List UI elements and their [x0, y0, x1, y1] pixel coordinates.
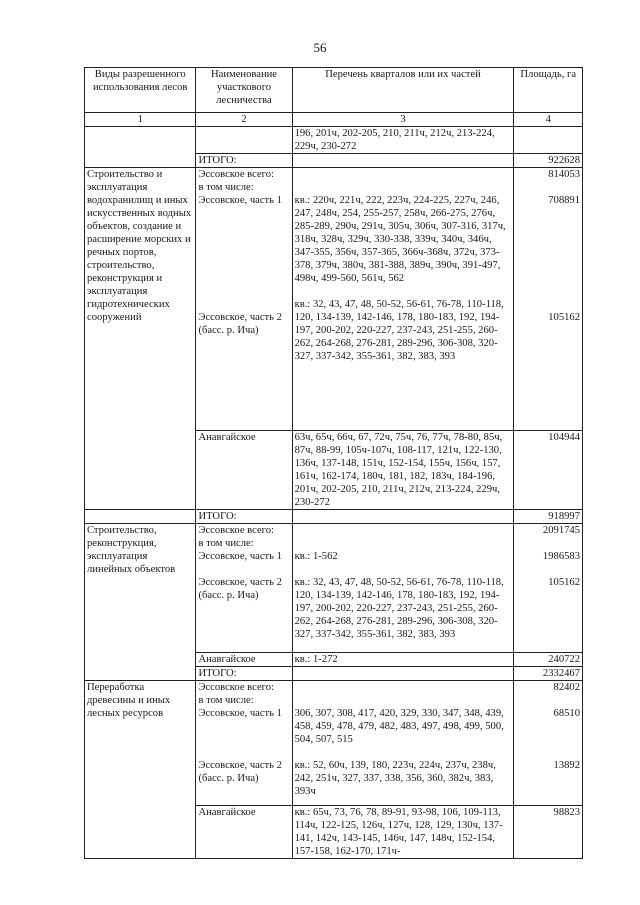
forestry-cell: Анавгайское	[196, 431, 292, 510]
itogo-area: 922628	[514, 154, 583, 168]
table-header-row	[85, 68, 583, 113]
quarters-cell: 196, 201ч, 202-205, 210, 211ч, 212ч, 213-224, 229ч, 230-272	[292, 127, 514, 154]
forestry-total-label: Эссовское всего:	[198, 169, 274, 180]
area-cell	[514, 127, 583, 154]
area-cell: 240722	[514, 653, 583, 667]
total-area: 2091745	[542, 525, 580, 536]
forestry-cell: Анавгайское	[196, 653, 292, 667]
part1-quarters: кв.: 220ч, 221ч, 222, 223ч, 224-225, 227ч, 246, 247, 248ч, 254, 255-257, 258ч, 266-275, 276ч, 285-289, 290ч, 291ч, 305ч, 306ч, 307-316, 317ч, 318ч, 328ч, 329ч, 330-338, 339ч, 340ч, 346ч, 347-355, 356ч, 357-365, 366ч-368ч, 372ч, 373-378, 379ч, 380ч, 381-388, 389ч, 390ч, 391-497, 498ч, 499-560, 561ч, 562	[294, 195, 506, 284]
header-quarters-list: Перечень кварталов или их частей	[292, 68, 514, 113]
forestry-total-label: Эссовское всего:	[198, 525, 274, 536]
header-area: Площадь, га	[514, 68, 583, 113]
column-number: 3	[292, 113, 514, 127]
forestry-incl-label: в том числе:	[198, 182, 254, 193]
forestry-cell	[196, 127, 292, 154]
itogo-area: 918997	[514, 510, 583, 524]
column-number-row	[85, 113, 583, 127]
forestry-part1-name: Эссовское, часть 1	[198, 195, 282, 206]
table-row	[85, 127, 583, 154]
part2-quarters: кв.: 32, 43, 47, 48, 50-52, 56-61, 76-78, 110-118, 120, 134-139, 142-146, 178, 180-183, 192, 194-197, 200-202, 220-227, 237-243, 251-255, 260-262, 264-268, 276-281, 289-296, 306-308, 320-327, 337-342, 355-361, 382, 383, 393	[294, 577, 504, 640]
forestry-cell	[196, 681, 292, 806]
column-number: 4	[514, 113, 583, 127]
forestry-cell: Анавгайское	[196, 806, 292, 859]
forest-use-table	[84, 67, 583, 859]
forestry-incl-label: в том числе:	[198, 695, 254, 706]
total-area: 82402	[553, 682, 580, 693]
quarters-cell: кв.: 65ч, 73, 76, 78, 89-91, 93-98, 106, 109-113, 114ч, 122-125, 126ч, 127ч, 128, 129, 130ч, 137-141, 142ч, 143-145, 146ч, 147, 148ч, 152-154, 157-158, 162-170, 171ч-	[292, 806, 514, 859]
table-row	[85, 168, 583, 431]
forestry-part2-name: Эссовское, часть 2 (басс. р. Ича)	[198, 577, 282, 601]
page-number: 56	[313, 40, 327, 55]
forestry-part1-name: Эссовское, часть 1	[198, 708, 282, 719]
itogo-label: ИТОГО:	[196, 510, 292, 524]
part2-quarters: кв.: 32, 43, 47, 48, 50-52, 56-61, 76-78, 110-118, 120, 134-139, 142-146, 178, 180-183, 192, 194-197, 200-202, 220-227, 237-243, 251-255, 260-262, 264-268, 276-281, 289-296, 306-308, 320-327, 337-342, 355-361, 382, 383, 393	[294, 299, 504, 362]
part2-area: 105162	[548, 577, 580, 588]
quarters-cell: кв.: 1-272	[292, 653, 514, 667]
quarters-cell: 63ч, 65ч, 66ч, 67, 72ч, 75ч, 76, 77ч, 78-80, 85ч, 87ч, 88-99, 105ч-107ч, 108-117, 121ч, 122-130, 136ч, 137-148, 151ч, 152-154, 155ч, 156ч, 157, 161ч, 162-174, 180ч, 181, 182, 183ч, 184-196, 201ч, 202-205, 210, 211ч, 212ч, 213-224, 229ч, 230-272	[292, 431, 514, 510]
part1-area: 1986583	[542, 551, 580, 562]
forestry-cell	[196, 168, 292, 431]
table-row	[85, 681, 583, 806]
area-cell	[514, 681, 583, 806]
area-cell	[514, 524, 583, 653]
use-type-cell	[85, 510, 196, 524]
header-forestry-name: Наименование участкового лесничества	[196, 68, 292, 113]
itogo-row	[85, 510, 583, 524]
column-number: 2	[196, 113, 292, 127]
use-type-cell	[85, 127, 196, 168]
area-cell	[514, 168, 583, 431]
header-use-type: Виды разрешенного использования лесов	[85, 68, 196, 113]
part1-quarters: кв.: 1-562	[294, 551, 338, 562]
forestry-incl-label: в том числе:	[198, 538, 254, 549]
use-type-cell: Переработка древесины и иных лесных ресурсов	[85, 681, 196, 859]
area-cell: 98823	[514, 806, 583, 859]
quarters-cell	[292, 667, 514, 681]
forestry-total-label: Эссовское всего:	[198, 682, 274, 693]
part1-quarters: 306, 307, 308, 417, 420, 329, 330, 347, 348, 439, 458, 459, 478, 479, 482, 483, 497, 498, 499, 500, 504, 507, 515	[294, 708, 504, 745]
itogo-area: 2332467	[514, 667, 583, 681]
part1-area: 68510	[553, 708, 580, 719]
quarters-cell	[292, 510, 514, 524]
itogo-label: ИТОГО:	[196, 154, 292, 168]
forestry-part1-name: Эссовское, часть 1	[198, 551, 282, 562]
forestry-part2-name: Эссовское, часть 2 (басс. р. Ича)	[198, 760, 282, 784]
quarters-cell	[292, 524, 514, 653]
area-cell: 104944	[514, 431, 583, 510]
quarters-cell	[292, 681, 514, 806]
table-row	[85, 524, 583, 653]
use-type-cell: Строительство и эксплуатация водохранилищ и иных искусственных водных объектов, создание и расширение морских и речных портов, строительство, реконструкция и эксплуатация гидротехнических сооружений	[85, 168, 196, 510]
itogo-label: ИТОГО:	[196, 667, 292, 681]
quarters-cell	[292, 168, 514, 431]
part1-area: 708891	[548, 195, 580, 206]
forestry-cell	[196, 524, 292, 653]
use-type-cell: Строительство, реконструкция, эксплуатация линейных объектов	[85, 524, 196, 681]
column-number: 1	[85, 113, 196, 127]
part2-quarters: кв.: 52, 60ч, 139, 180, 223ч, 224ч, 237ч, 238ч, 242, 251ч, 327, 337, 338, 356, 360, 382ч, 383, 393ч	[294, 760, 496, 797]
quarters-cell	[292, 154, 514, 168]
forestry-part2-name: Эссовское, часть 2 (басс. р. Ича)	[198, 312, 282, 336]
part2-area: 13892	[553, 760, 580, 771]
part2-area: 105162	[548, 312, 580, 323]
total-area: 814053	[548, 169, 580, 180]
